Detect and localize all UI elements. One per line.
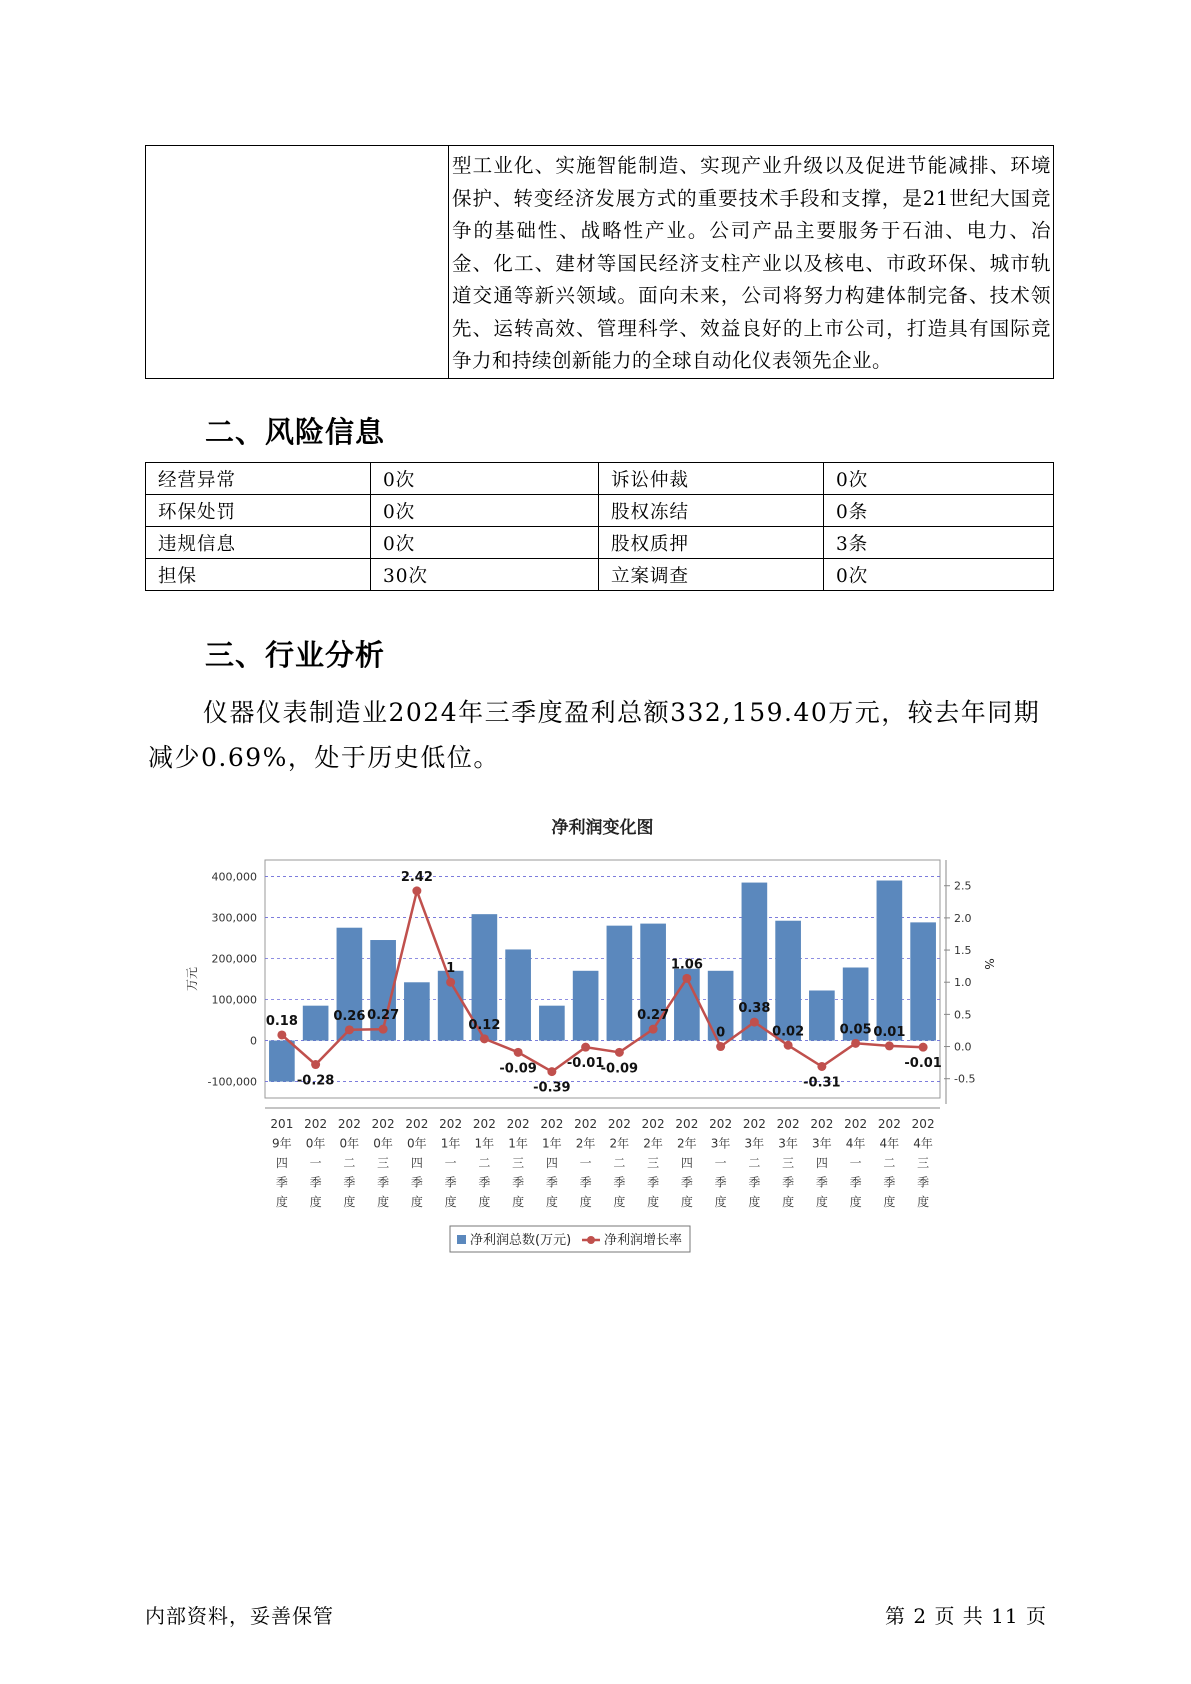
section-heading-risk: 二、风险信息 xyxy=(205,415,386,449)
x-tick-label: 度 xyxy=(815,1195,828,1209)
risk-label: 诉讼仲裁 xyxy=(599,463,824,495)
x-tick-label: 202 xyxy=(540,1117,564,1131)
data-label: 0.18 xyxy=(265,1013,298,1029)
y2-tick-label: 0.0 xyxy=(954,1040,972,1054)
x-tick-label: 一 xyxy=(309,1156,322,1170)
risk-label: 立案调查 xyxy=(599,559,824,591)
x-tick-label: 1年 xyxy=(474,1136,495,1151)
x-tick-label: 季 xyxy=(275,1175,288,1190)
x-tick-label: 4年 xyxy=(879,1136,900,1151)
risk-label: 经营异常 xyxy=(146,463,371,495)
x-tick-label: 季 xyxy=(377,1175,390,1190)
x-tick-label: 二 xyxy=(478,1156,491,1170)
x-tick-label: 一 xyxy=(849,1156,862,1170)
section-heading-industry: 三、行业分析 xyxy=(205,638,386,672)
risk-label: 股权质押 xyxy=(599,527,824,559)
line-point xyxy=(682,974,691,983)
x-tick-label: 0年 xyxy=(339,1136,360,1151)
x-tick-label: 202 xyxy=(776,1117,800,1131)
line-point xyxy=(514,1048,523,1057)
y-tick-label: -100,000 xyxy=(207,1075,257,1089)
y-tick-label: 0 xyxy=(250,1034,257,1048)
x-tick-label: 0年 xyxy=(407,1136,427,1151)
x-tick-label: 三 xyxy=(782,1156,795,1170)
data-label: 0 xyxy=(716,1025,726,1041)
data-label: 0.05 xyxy=(839,1022,872,1038)
x-tick-label: 3年 xyxy=(710,1136,731,1151)
x-tick-label: 202 xyxy=(405,1117,429,1131)
legend-bar-swatch xyxy=(457,1235,466,1244)
x-tick-label: 202 xyxy=(877,1117,901,1131)
bar xyxy=(809,990,835,1040)
x-tick-label: 3年 xyxy=(744,1136,765,1151)
x-tick-label: 季 xyxy=(444,1175,457,1190)
risk-label: 担保 xyxy=(146,559,371,591)
x-tick-label: 1年 xyxy=(542,1136,562,1151)
x-tick-label: 季 xyxy=(309,1175,322,1190)
x-tick-label: 202 xyxy=(709,1117,733,1131)
x-tick-label: 季 xyxy=(714,1175,727,1190)
x-tick-label: 2年 xyxy=(609,1136,630,1151)
data-label: -0.01 xyxy=(566,1056,605,1072)
paragraph-text: 仪器仪表制造业2024年三季度盈利总额332,159.40万元，较去年同期减少0.69%，处于历史低位。 xyxy=(148,698,1041,772)
x-tick-label: 季 xyxy=(883,1175,896,1190)
data-label: -0.09 xyxy=(499,1061,537,1077)
x-tick-label: 9年 xyxy=(272,1136,292,1151)
line-point xyxy=(817,1062,826,1071)
x-tick-label: 202 xyxy=(574,1117,598,1131)
line-point xyxy=(412,886,421,895)
y-tick-label: 300,000 xyxy=(211,911,257,925)
table-row xyxy=(146,527,1054,559)
x-tick-label: 202 xyxy=(810,1117,834,1131)
x-tick-label: 202 xyxy=(844,1117,868,1131)
data-label: 1.06 xyxy=(670,957,703,973)
x-tick-label: 度 xyxy=(613,1195,626,1209)
x-tick-label: 1年 xyxy=(440,1136,461,1151)
data-label: 0.26 xyxy=(333,1008,366,1024)
line-point xyxy=(784,1041,793,1050)
x-tick-label: 202 xyxy=(675,1117,699,1131)
line-point xyxy=(480,1034,489,1043)
line-point xyxy=(750,1018,759,1027)
data-label: -0.28 xyxy=(296,1073,335,1089)
intro-text: 型工业化、实施智能制造、实现产业升级以及促进节能减排、环境保护、转变经济发展方式的重要技术手段和支撑，是21世纪大国竞争的基础性、战略性产业。公司产品主要服务于石油、电力、冶金、化工、建材等国民经济支柱产业以及核电、市政环保、城市轨道交通等新兴领域。面向未来，公司将努力构建体制完备、技术领先、运转高效、管理科学、效益良好的上市公司，打造具有国际竞争力和持续创新能力的全球自动化仪表领先企业。 xyxy=(452,154,1051,372)
intro-text-cell xyxy=(449,146,1054,379)
x-tick-label: 度 xyxy=(545,1195,558,1209)
intro-label-cell xyxy=(146,146,449,379)
bar xyxy=(607,926,633,1041)
risk-value: 0次 xyxy=(371,495,599,527)
x-tick-label: 2年 xyxy=(643,1136,663,1151)
data-label: 0.02 xyxy=(772,1024,805,1040)
x-tick-label: 1年 xyxy=(508,1136,528,1151)
x-tick-label: 度 xyxy=(680,1195,693,1209)
data-label: -0.31 xyxy=(803,1075,841,1091)
x-tick-label: 202 xyxy=(742,1117,766,1131)
legend-bar-label: 净利润总数(万元) xyxy=(470,1233,572,1248)
risk-value: 0次 xyxy=(824,463,1054,495)
x-tick-label: 二 xyxy=(343,1156,356,1170)
x-tick-label: 0年 xyxy=(373,1136,393,1151)
y-tick-label: 100,000 xyxy=(211,993,257,1007)
profit-chart-svg xyxy=(180,810,996,1270)
x-tick-label: 度 xyxy=(343,1195,356,1209)
footer-note: 内部资料，妥善保管 xyxy=(145,1604,334,1628)
x-tick-label: 度 xyxy=(275,1195,288,1209)
x-tick-label: 四 xyxy=(545,1156,558,1170)
data-label: 0.27 xyxy=(367,1008,400,1024)
x-tick-label: 度 xyxy=(748,1195,761,1209)
x-tick-label: 202 xyxy=(641,1117,665,1131)
x-tick-label: 四 xyxy=(815,1156,828,1170)
x-tick-label: 度 xyxy=(782,1195,795,1209)
x-tick-label: 季 xyxy=(478,1175,491,1190)
line-point xyxy=(885,1041,894,1050)
y-axis-label: 万元 xyxy=(185,966,199,992)
x-tick-label: 3年 xyxy=(812,1136,832,1151)
table-row xyxy=(146,463,1054,495)
legend-line-label: 净利润增长率 xyxy=(604,1233,683,1248)
x-tick-label: 度 xyxy=(478,1195,491,1209)
risk-value: 0次 xyxy=(371,527,599,559)
x-tick-label: 4年 xyxy=(845,1136,866,1151)
company-intro-table xyxy=(145,145,1054,379)
line-point xyxy=(919,1043,928,1052)
y2-tick-label: -0.5 xyxy=(954,1072,976,1086)
y2-tick-label: 2.0 xyxy=(954,911,972,925)
table-row xyxy=(146,495,1054,527)
data-label: 2.42 xyxy=(400,869,433,885)
legend-line-marker xyxy=(587,1236,595,1244)
x-tick-label: 3年 xyxy=(778,1136,798,1151)
data-label: -0.09 xyxy=(600,1061,639,1077)
x-tick-label: 三 xyxy=(377,1156,390,1170)
x-tick-label: 度 xyxy=(377,1195,390,1209)
x-tick-label: 季 xyxy=(748,1175,761,1190)
x-tick-label: 202 xyxy=(337,1117,361,1131)
x-tick-label: 季 xyxy=(782,1175,795,1190)
line-point xyxy=(615,1048,624,1057)
x-tick-label: 二 xyxy=(883,1156,896,1170)
risk-value: 0次 xyxy=(824,559,1054,591)
x-tick-label: 4年 xyxy=(913,1136,933,1151)
x-tick-label: 度 xyxy=(883,1195,896,1209)
x-tick-label: 季 xyxy=(579,1175,592,1190)
y-tick-label: 200,000 xyxy=(211,952,257,966)
x-tick-label: 2年 xyxy=(575,1136,596,1151)
risk-value: 30次 xyxy=(371,559,599,591)
chart-title: 净利润变化图 xyxy=(551,818,654,838)
line-point xyxy=(716,1042,725,1051)
x-tick-label: 季 xyxy=(613,1175,626,1190)
x-tick-label: 度 xyxy=(410,1195,423,1209)
x-tick-label: 度 xyxy=(512,1195,525,1209)
y2-tick-label: 2.5 xyxy=(954,879,972,893)
x-tick-label: 季 xyxy=(545,1175,558,1190)
y2-tick-label: 1.0 xyxy=(954,976,972,990)
x-tick-label: 季 xyxy=(410,1175,423,1190)
risk-value: 0次 xyxy=(371,463,599,495)
line-point xyxy=(446,978,455,987)
x-tick-label: 202 xyxy=(911,1117,935,1131)
x-tick-label: 三 xyxy=(512,1156,525,1170)
x-tick-label: 度 xyxy=(579,1195,592,1209)
line-point xyxy=(547,1067,556,1076)
y-tick-label: 400,000 xyxy=(211,870,257,884)
x-tick-label: 一 xyxy=(444,1156,457,1170)
x-tick-label: 一 xyxy=(579,1156,592,1170)
x-tick-label: 0年 xyxy=(305,1136,326,1151)
x-tick-label: 202 xyxy=(607,1117,631,1131)
bar xyxy=(269,1041,295,1082)
x-tick-label: 季 xyxy=(680,1175,693,1190)
bar xyxy=(303,1006,329,1041)
x-tick-label: 二 xyxy=(748,1156,761,1170)
x-tick-label: 季 xyxy=(917,1175,930,1190)
x-tick-label: 季 xyxy=(512,1175,525,1190)
x-tick-label: 三 xyxy=(917,1156,930,1170)
x-tick-label: 度 xyxy=(714,1195,727,1209)
x-tick-label: 度 xyxy=(917,1195,930,1209)
bar xyxy=(404,982,430,1040)
data-label: 1 xyxy=(446,961,456,977)
x-tick-label: 四 xyxy=(680,1156,693,1170)
x-tick-label: 201 xyxy=(270,1117,294,1131)
data-label: 0.27 xyxy=(637,1008,670,1024)
x-tick-label: 一 xyxy=(714,1156,727,1170)
x-tick-label: 四 xyxy=(275,1156,288,1170)
x-tick-label: 四 xyxy=(410,1156,423,1170)
bar xyxy=(539,1006,565,1041)
line-point xyxy=(649,1025,658,1034)
risk-value: 3条 xyxy=(824,527,1054,559)
risk-value: 0条 xyxy=(824,495,1054,527)
risk-label: 股权冻结 xyxy=(599,495,824,527)
bar xyxy=(573,971,599,1041)
bar xyxy=(775,921,801,1041)
x-tick-label: 度 xyxy=(444,1195,457,1209)
x-tick-label: 季 xyxy=(647,1175,660,1190)
x-tick-label: 二 xyxy=(613,1156,626,1170)
risk-label: 违规信息 xyxy=(146,527,371,559)
line-point xyxy=(311,1060,320,1069)
data-label: -0.01 xyxy=(904,1056,942,1072)
x-tick-label: 度 xyxy=(309,1195,322,1209)
x-tick-label: 季 xyxy=(343,1175,356,1190)
industry-paragraph xyxy=(148,690,1054,780)
line-point xyxy=(851,1039,860,1048)
x-tick-label: 202 xyxy=(439,1117,463,1131)
x-tick-label: 三 xyxy=(647,1156,660,1170)
x-tick-label: 度 xyxy=(647,1195,660,1209)
bar xyxy=(877,881,903,1041)
risk-info-table xyxy=(145,462,1054,591)
profit-chart xyxy=(180,810,996,1270)
table-row xyxy=(146,559,1054,591)
y2-tick-label: 0.5 xyxy=(954,1008,972,1022)
x-tick-label: 202 xyxy=(472,1117,496,1131)
risk-label: 环保处罚 xyxy=(146,495,371,527)
data-label: 0.01 xyxy=(873,1024,906,1040)
data-label: 0.38 xyxy=(738,1001,771,1017)
bar xyxy=(910,922,936,1040)
line-point xyxy=(581,1043,590,1052)
x-tick-label: 202 xyxy=(304,1117,328,1131)
bar xyxy=(505,949,531,1040)
x-tick-label: 度 xyxy=(849,1195,862,1209)
line-point xyxy=(277,1030,286,1039)
x-tick-label: 季 xyxy=(815,1175,828,1190)
bar xyxy=(742,883,768,1041)
x-tick-label: 季 xyxy=(849,1175,862,1190)
x-tick-label: 202 xyxy=(371,1117,395,1131)
line-point xyxy=(379,1025,388,1034)
x-tick-label: 202 xyxy=(506,1117,530,1131)
line-point xyxy=(345,1025,354,1034)
data-label: 0.12 xyxy=(468,1017,501,1033)
page-number: 第 2 页 共 11 页 xyxy=(885,1604,1047,1628)
y2-tick-label: 1.5 xyxy=(954,944,972,958)
data-label: -0.39 xyxy=(533,1080,571,1096)
x-tick-label: 2年 xyxy=(677,1136,697,1151)
y2-axis-label: % xyxy=(982,958,996,970)
